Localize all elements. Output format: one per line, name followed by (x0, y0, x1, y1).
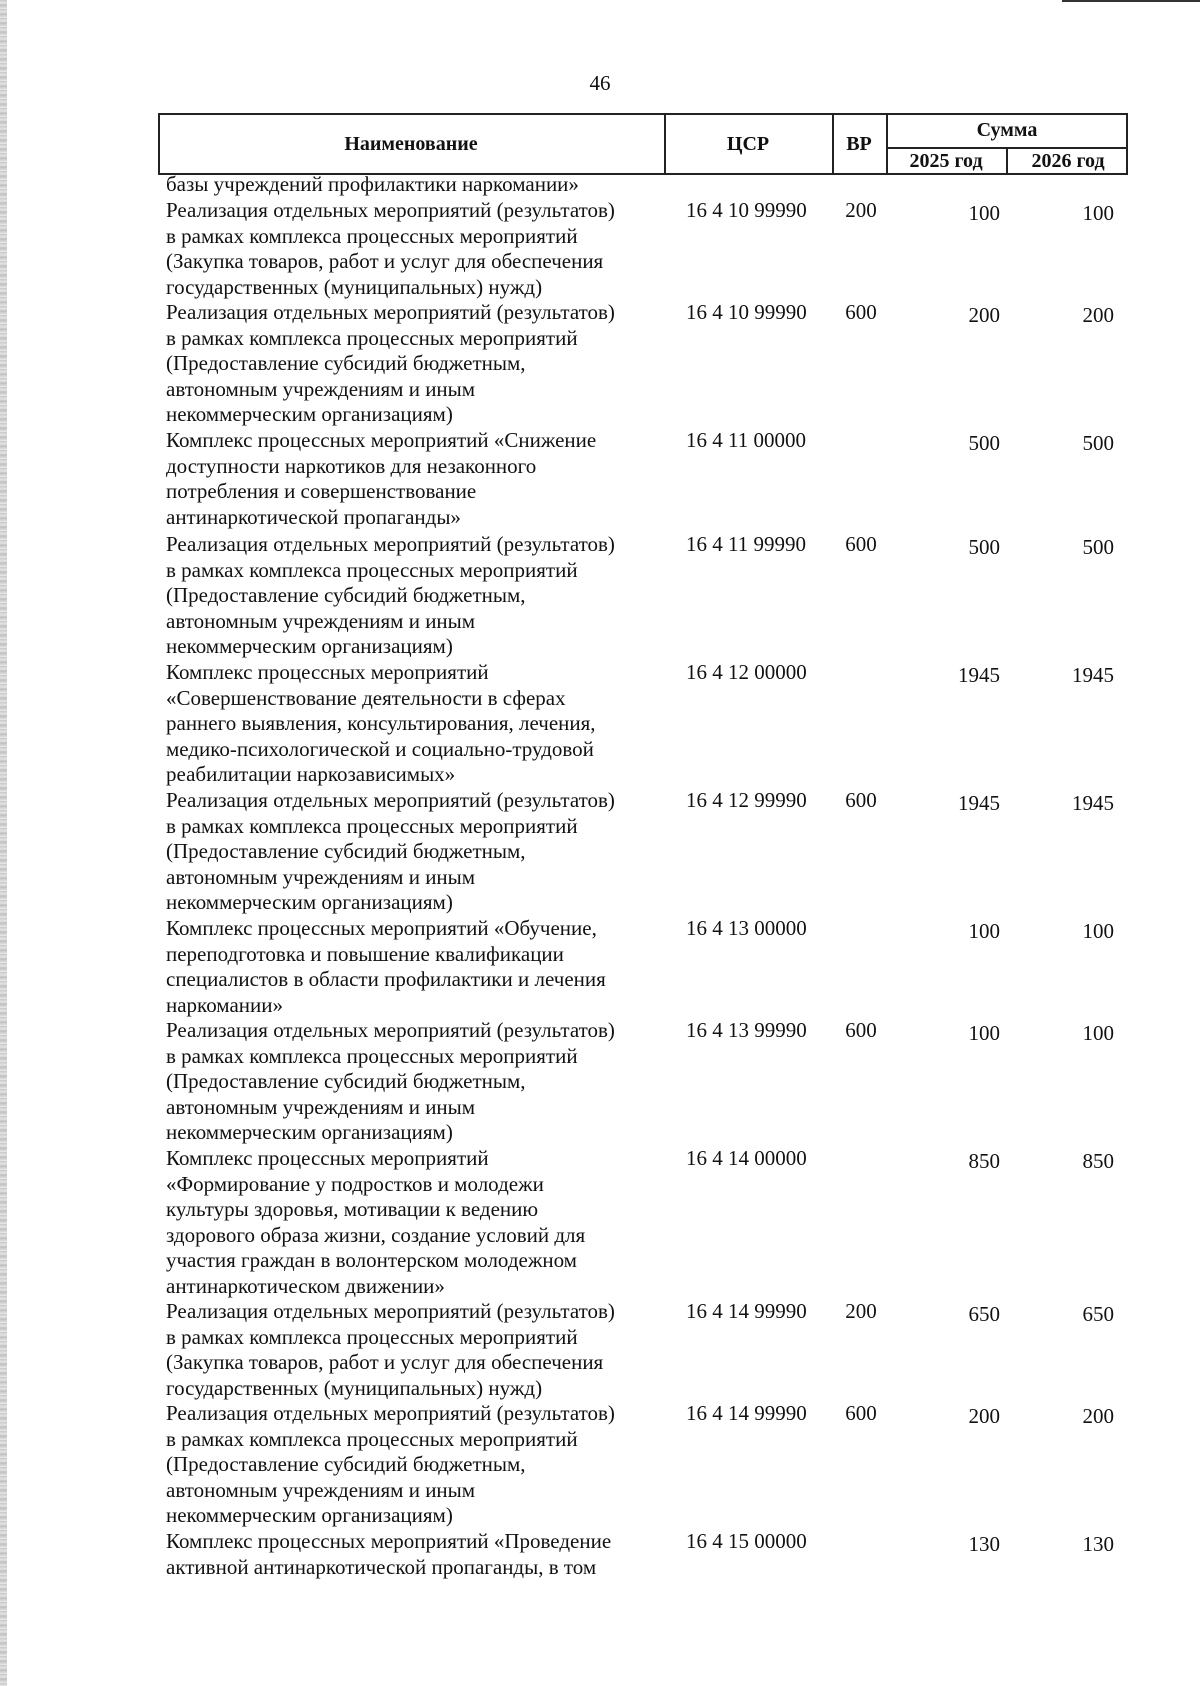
row-sum-2025: 130 (968, 1532, 1000, 1556)
row-name-line: доступности наркотиков для незаконного (166, 453, 537, 478)
row-name-line: Реализация отдельных мероприятий (результатов) (166, 198, 615, 222)
row-vr: 600 (845, 532, 877, 556)
row-sum-2025: 100 (968, 919, 1000, 943)
row-name-line: базы учреждений профилактики наркомании» (166, 172, 579, 196)
row-name-line: в рамках комплекса процессных мероприятий (166, 1043, 578, 1068)
row-sum-2026: 100 (1082, 919, 1114, 943)
row-name-line: (Предоставление субсидий бюджетным, (166, 1069, 526, 1093)
row-sum-2026: 100 (1082, 201, 1114, 225)
row-name-line: в рамках комплекса процессных мероприятий (166, 223, 578, 248)
row-name-line: культуры здоровья, мотивации к ведению (166, 1197, 539, 1221)
row-name-line: потребления и совершенствование (166, 479, 477, 503)
row-name (166, 1529, 666, 1580)
row-name-line: Комплекс процессных мероприятий «Снижение (166, 428, 597, 452)
header-year-2025: 2025 год (909, 149, 983, 172)
row-name-line: (Предоставление субсидий бюджетным, (166, 351, 526, 375)
row-name-line: автономным учреждениям и иным (166, 864, 476, 889)
row-name-line: переподготовка и повышение квалификации (166, 941, 564, 966)
row-csr: 16 4 13 00000 (686, 916, 807, 940)
row-name (166, 428, 666, 530)
row-name-line: автономным учреждениям и иным (166, 608, 476, 633)
page-number: 46 (589, 71, 611, 95)
row-name-line: Реализация отдельных мероприятий (результатов) (166, 532, 615, 556)
top-rule (1062, 0, 1200, 2)
row-sum-2025: 850 (968, 1149, 1000, 1173)
row-sum-2025: 200 (968, 303, 1000, 327)
row-sum-2026: 650 (1082, 1302, 1114, 1326)
row-name (166, 172, 666, 198)
row-vr: 600 (845, 1401, 877, 1425)
row-name-line: активной антинаркотической пропаганды, в том (166, 1554, 597, 1579)
row-name (166, 660, 666, 788)
header-year-2026: 2026 год (1031, 149, 1105, 172)
row-name-line: автономным учреждениям и иным (166, 1094, 476, 1119)
row-name-line: (Предоставление субсидий бюджетным, (166, 583, 526, 607)
row-name-line: Реализация отдельных мероприятий (результатов) (166, 1018, 615, 1042)
row-name-line: (Предоставление субсидий бюджетным, (166, 1452, 526, 1476)
row-name-line: Комплекс процессных мероприятий «Обучение, (166, 916, 597, 940)
header-vr: ВР (846, 132, 872, 155)
row-name-line: в рамках комплекса процессных мероприятий (166, 1324, 578, 1349)
row-name-line: государственных (муниципальных) нужд) (166, 1375, 543, 1400)
row-sum-2026: 200 (1082, 1404, 1114, 1428)
row-name-line: раннего выявления, консультирования, лечения, (166, 711, 596, 735)
row-csr: 16 4 11 00000 (686, 428, 806, 452)
row-vr: 200 (845, 198, 877, 222)
row-name-line: в рамках комплекса процессных мероприятий (166, 557, 578, 582)
row-name-line: здорового образа жизни, создание условий для (166, 1222, 586, 1247)
row-sum-2026: 850 (1082, 1149, 1114, 1173)
row-sum-2025: 500 (968, 431, 1000, 455)
row-name-line: Реализация отдельных мероприятий (результатов) (166, 300, 615, 324)
row-vr: 600 (845, 300, 877, 324)
row-name-line: Комплекс процессных мероприятий (166, 660, 489, 684)
row-name-line: «Формирование у подростков и молодежи (166, 1171, 544, 1196)
row-csr: 16 4 10 99990 (686, 198, 807, 222)
row-sum-2025: 1945 (958, 791, 1000, 815)
table-header (158, 113, 1128, 175)
row-name-line: Реализация отдельных мероприятий (результатов) (166, 1299, 615, 1323)
row-sum-2026: 500 (1082, 431, 1114, 455)
row-name (166, 1401, 666, 1529)
row-name-line: в рамках комплекса процессных мероприятий (166, 1426, 578, 1451)
row-vr: 200 (845, 1299, 877, 1323)
header-sum: Сумма (976, 118, 1038, 141)
row-sum-2026: 100 (1082, 1021, 1114, 1045)
row-name-line: в рамках комплекса процессных мероприятий (166, 325, 578, 350)
header-name: Наименование (344, 132, 478, 155)
row-name-line: антинаркотическом движении» (166, 1273, 445, 1298)
header-csr: ЦСР (726, 132, 770, 155)
row-name-line: государственных (муниципальных) нужд) (166, 274, 543, 299)
row-name (166, 532, 666, 660)
row-csr: 16 4 12 99990 (686, 788, 807, 812)
row-name-line: автономным учреждениям и иным (166, 376, 476, 401)
row-name (166, 1299, 666, 1401)
row-sum-2025: 100 (968, 201, 1000, 225)
row-name (166, 1018, 666, 1146)
row-name-line: некоммерческим организациям) (166, 402, 453, 426)
row-sum-2026: 200 (1082, 303, 1114, 327)
scan-edge-artifact (0, 0, 7, 1686)
row-csr: 16 4 14 00000 (686, 1146, 807, 1170)
row-csr: 16 4 10 99990 (686, 300, 807, 324)
row-name (166, 916, 666, 1018)
row-name-line: Реализация отдельных мероприятий (результатов) (166, 788, 615, 812)
row-name-line: «Совершенствование деятельности в сферах (166, 685, 566, 710)
row-sum-2025: 200 (968, 1404, 1000, 1428)
row-name-line: некоммерческим организациям) (166, 634, 453, 658)
row-name-line: автономным учреждениям и иным (166, 1477, 476, 1502)
row-sum-2025: 500 (968, 535, 1000, 559)
row-csr: 16 4 14 99990 (686, 1299, 807, 1323)
row-name-line: некоммерческим организациям) (166, 1503, 453, 1527)
row-name-line: антинаркотической пропаганды» (166, 504, 461, 529)
row-csr: 16 4 12 00000 (686, 660, 807, 684)
row-csr: 16 4 11 99990 (686, 532, 806, 556)
row-csr: 16 4 13 99990 (686, 1018, 807, 1042)
row-name-line: медико-психологической и социально-трудовой (166, 736, 594, 761)
row-name-line: участия граждан в волонтерском молодежном (166, 1248, 577, 1272)
row-vr: 600 (845, 1018, 877, 1042)
row-sum-2026: 500 (1082, 535, 1114, 559)
row-name-line: наркомании» (166, 992, 283, 1017)
row-name-line: Комплекс процессных мероприятий «Проведение (166, 1529, 612, 1553)
row-sum-2025: 650 (968, 1302, 1000, 1326)
row-sum-2025: 1945 (958, 663, 1000, 687)
row-csr: 16 4 14 99990 (686, 1401, 807, 1425)
row-sum-2026: 1945 (1072, 663, 1114, 687)
row-vr: 600 (845, 788, 877, 812)
row-name-line: (Закупка товаров, работ и услуг для обеспечения (166, 249, 604, 273)
row-name-line: в рамках комплекса процессных мероприятий (166, 813, 578, 838)
row-sum-2025: 100 (968, 1021, 1000, 1045)
row-sum-2026: 130 (1082, 1532, 1114, 1556)
row-name-line: Реализация отдельных мероприятий (результатов) (166, 1401, 615, 1425)
row-name-line: Комплекс процессных мероприятий (166, 1146, 489, 1170)
row-name (166, 1146, 666, 1299)
row-name-line: (Предоставление субсидий бюджетным, (166, 839, 526, 863)
row-name-line: (Закупка товаров, работ и услуг для обеспечения (166, 1350, 604, 1374)
row-name-line: реабилитации наркозависимых» (166, 762, 456, 786)
row-csr: 16 4 15 00000 (686, 1529, 807, 1553)
row-sum-2026: 1945 (1072, 791, 1114, 815)
row-name-line: некоммерческим организациям) (166, 1120, 453, 1144)
row-name (166, 300, 666, 428)
row-name-line: специалистов в области профилактики и лечения (166, 967, 606, 991)
row-name-line: некоммерческим организациям) (166, 890, 453, 914)
row-name (166, 788, 666, 916)
row-name (166, 198, 666, 300)
